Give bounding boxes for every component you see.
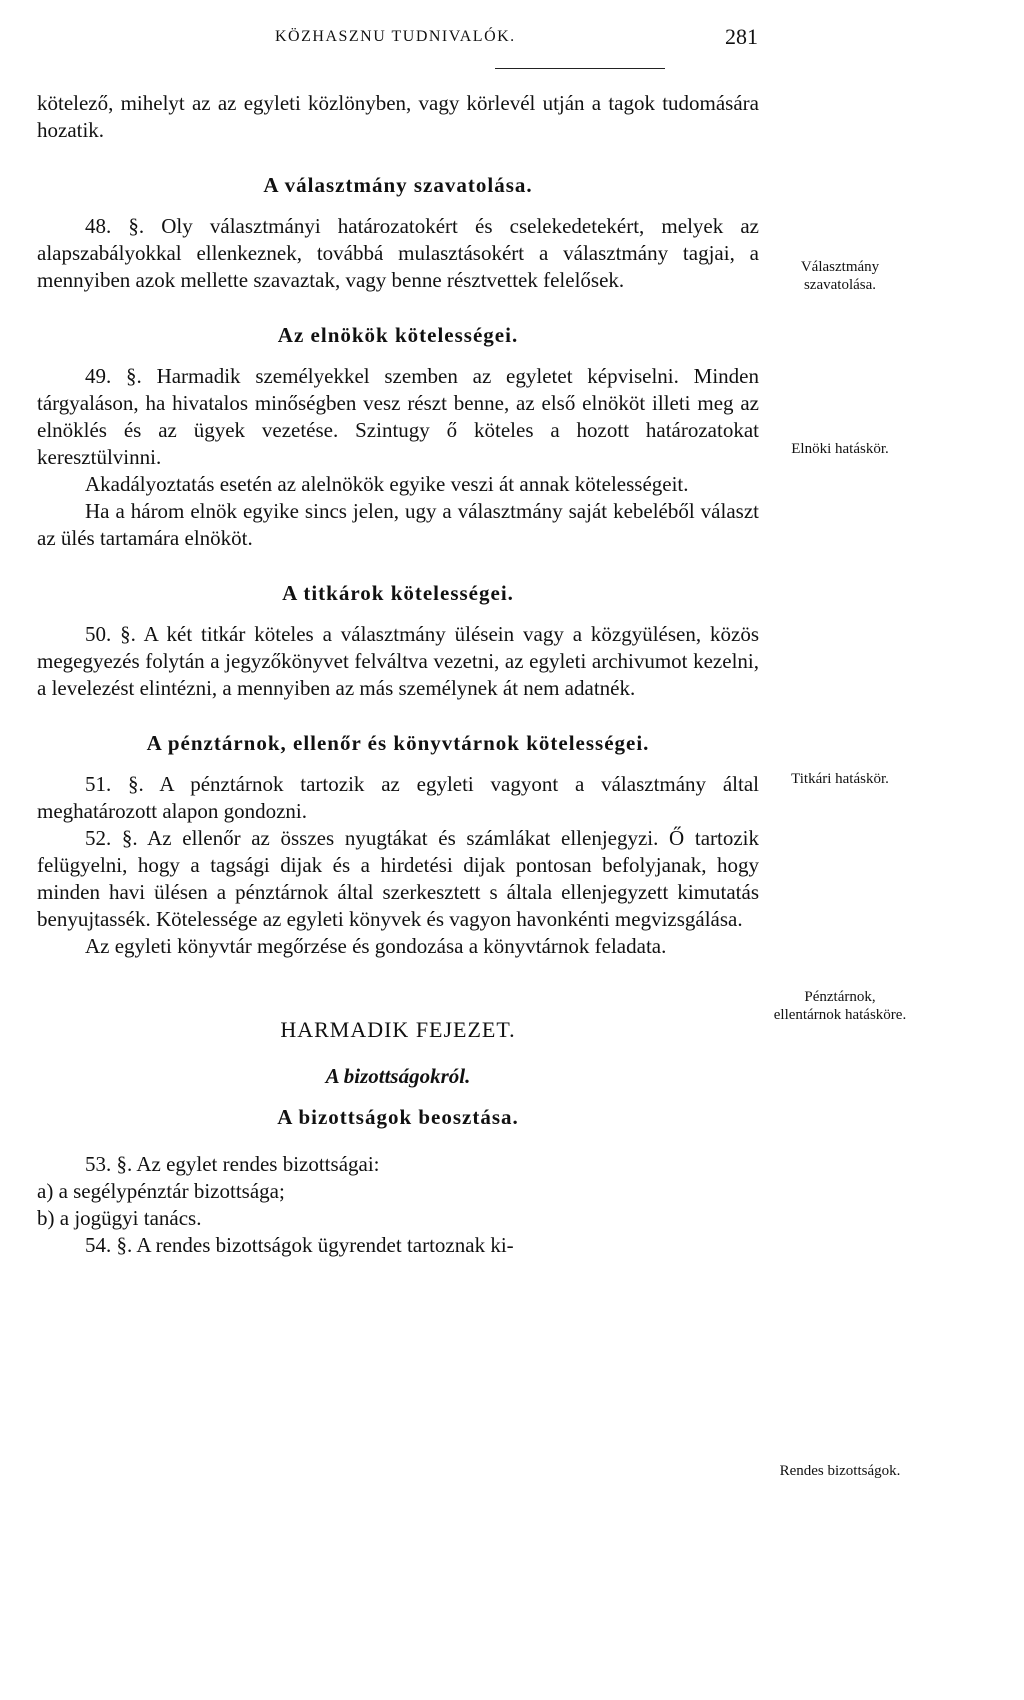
paragraph-52b: Az egyleti könyvtár megőrzése és gondozása a könyvtárnok feladata. (85, 934, 667, 958)
margin-note-titkari: Titkári hatáskör. (791, 771, 889, 787)
paragraph-53: 53. §. Az egylet rendes bizottságai: (85, 1152, 380, 1176)
page-header (0, 24, 1024, 68)
section-heading-penztarnok: A pénztárnok, ellenőr és könyvtárnok kötelességei. (146, 731, 650, 755)
chapter-subtitle: A bizottságokról. (325, 1064, 471, 1088)
header-rule (495, 68, 665, 69)
margin-note-valasztmany: Választmány szavatolása. (800, 259, 880, 293)
paragraph-50: 50. §. A két titkár köteles a választmány ülésein vagy a közgyülésen, közös megegyezés folytán a jegyzőkönyvet felváltva vezetni, az egyleti archivumot kezelni, a levelezést elintézni, a mennyiben az más személynek át nem adatnék. (37, 622, 759, 700)
paragraph-54: 54. §. A rendes bizottságok ügyrendet tartoznak ki- (85, 1233, 514, 1257)
list-item-53b: b) a jogügyi tanács. (37, 1206, 202, 1230)
section-heading-valasztmany: A választmány szavatolása. (263, 173, 533, 197)
margin-note-rendes-bizottsagok: Rendes bizottságok. (779, 1463, 901, 1479)
paragraph-52: 52. §. Az ellenőr az összes nyugtákat és számlákat ellenjegyzi. Ő tartozik felügyelni, hogy a tagsági dijak és a hirdetési dijak pontosan befolyjanak, hogy minden havi ülésen a pénztárnok által szerkesztett s általa ellenjegyzett kimutatás benyujtassék. Kötelessége az egyleti könyvek és vagyon havonkénti megvizsgálása. (37, 826, 759, 931)
paragraph-49b: Akadályoztatás esetén az alelnökök egyike veszi át annak kötelességeit. (85, 472, 689, 496)
paragraph-48: 48. §. Oly választmányi határozatokért és cselekedetekért, melyek az alapszabályokkal ellenkeznek, továbbá mulasztásokért a választmány tagjai, a mennyiben azok mellette szavaztak, vagy benne résztvettek felelősek. (37, 214, 759, 292)
paragraph-51: 51. §. A pénztárnok tartozik az egyleti vagyont a választmány által meghatározott alapon gondozni. (37, 772, 759, 823)
main-text (37, 90, 759, 1259)
paragraph-49c: Ha a három elnök egyike sincs jelen, ugy a választmány saját kebeléből választ az ülés tartamára elnököt. (37, 499, 759, 550)
section-heading-titkarok: A titkárok kötelességei. (282, 581, 514, 605)
margin-note-penztarnok: Pénztárnok, ellentárnok hatásköre. (773, 989, 907, 1023)
margin-note-elnoki: Elnöki hatáskör. (791, 441, 889, 457)
paragraph-49: 49. §. Harmadik személyekkel szemben az egyletet képviselni. Minden tárgyaláson, ha hivatalos minőségben vesz részt benne, az első elnököt illeti meg az elnöklés és az ügyek vezetése. Szintugy ő köteles a hozott határozatokat keresztülvinni. (37, 364, 759, 469)
running-title: KÖZHASZNU TUDNIVALÓK. (275, 28, 516, 45)
chapter-title: HARMADIK FEJEZET. (280, 1017, 516, 1042)
page-number: 281 (725, 24, 758, 49)
paragraph-continuation: kötelező, mihelyt az az egyleti közlönyben, vagy körlevél utján a tagok tudomására hozatik. (37, 91, 759, 142)
list-item-53a: a) a segélypénztár bizottsága; (37, 1179, 285, 1203)
section-heading-bizottsagok: A bizottságok beosztása. (277, 1105, 519, 1129)
section-heading-elnokok: Az elnökök kötelességei. (277, 323, 519, 347)
